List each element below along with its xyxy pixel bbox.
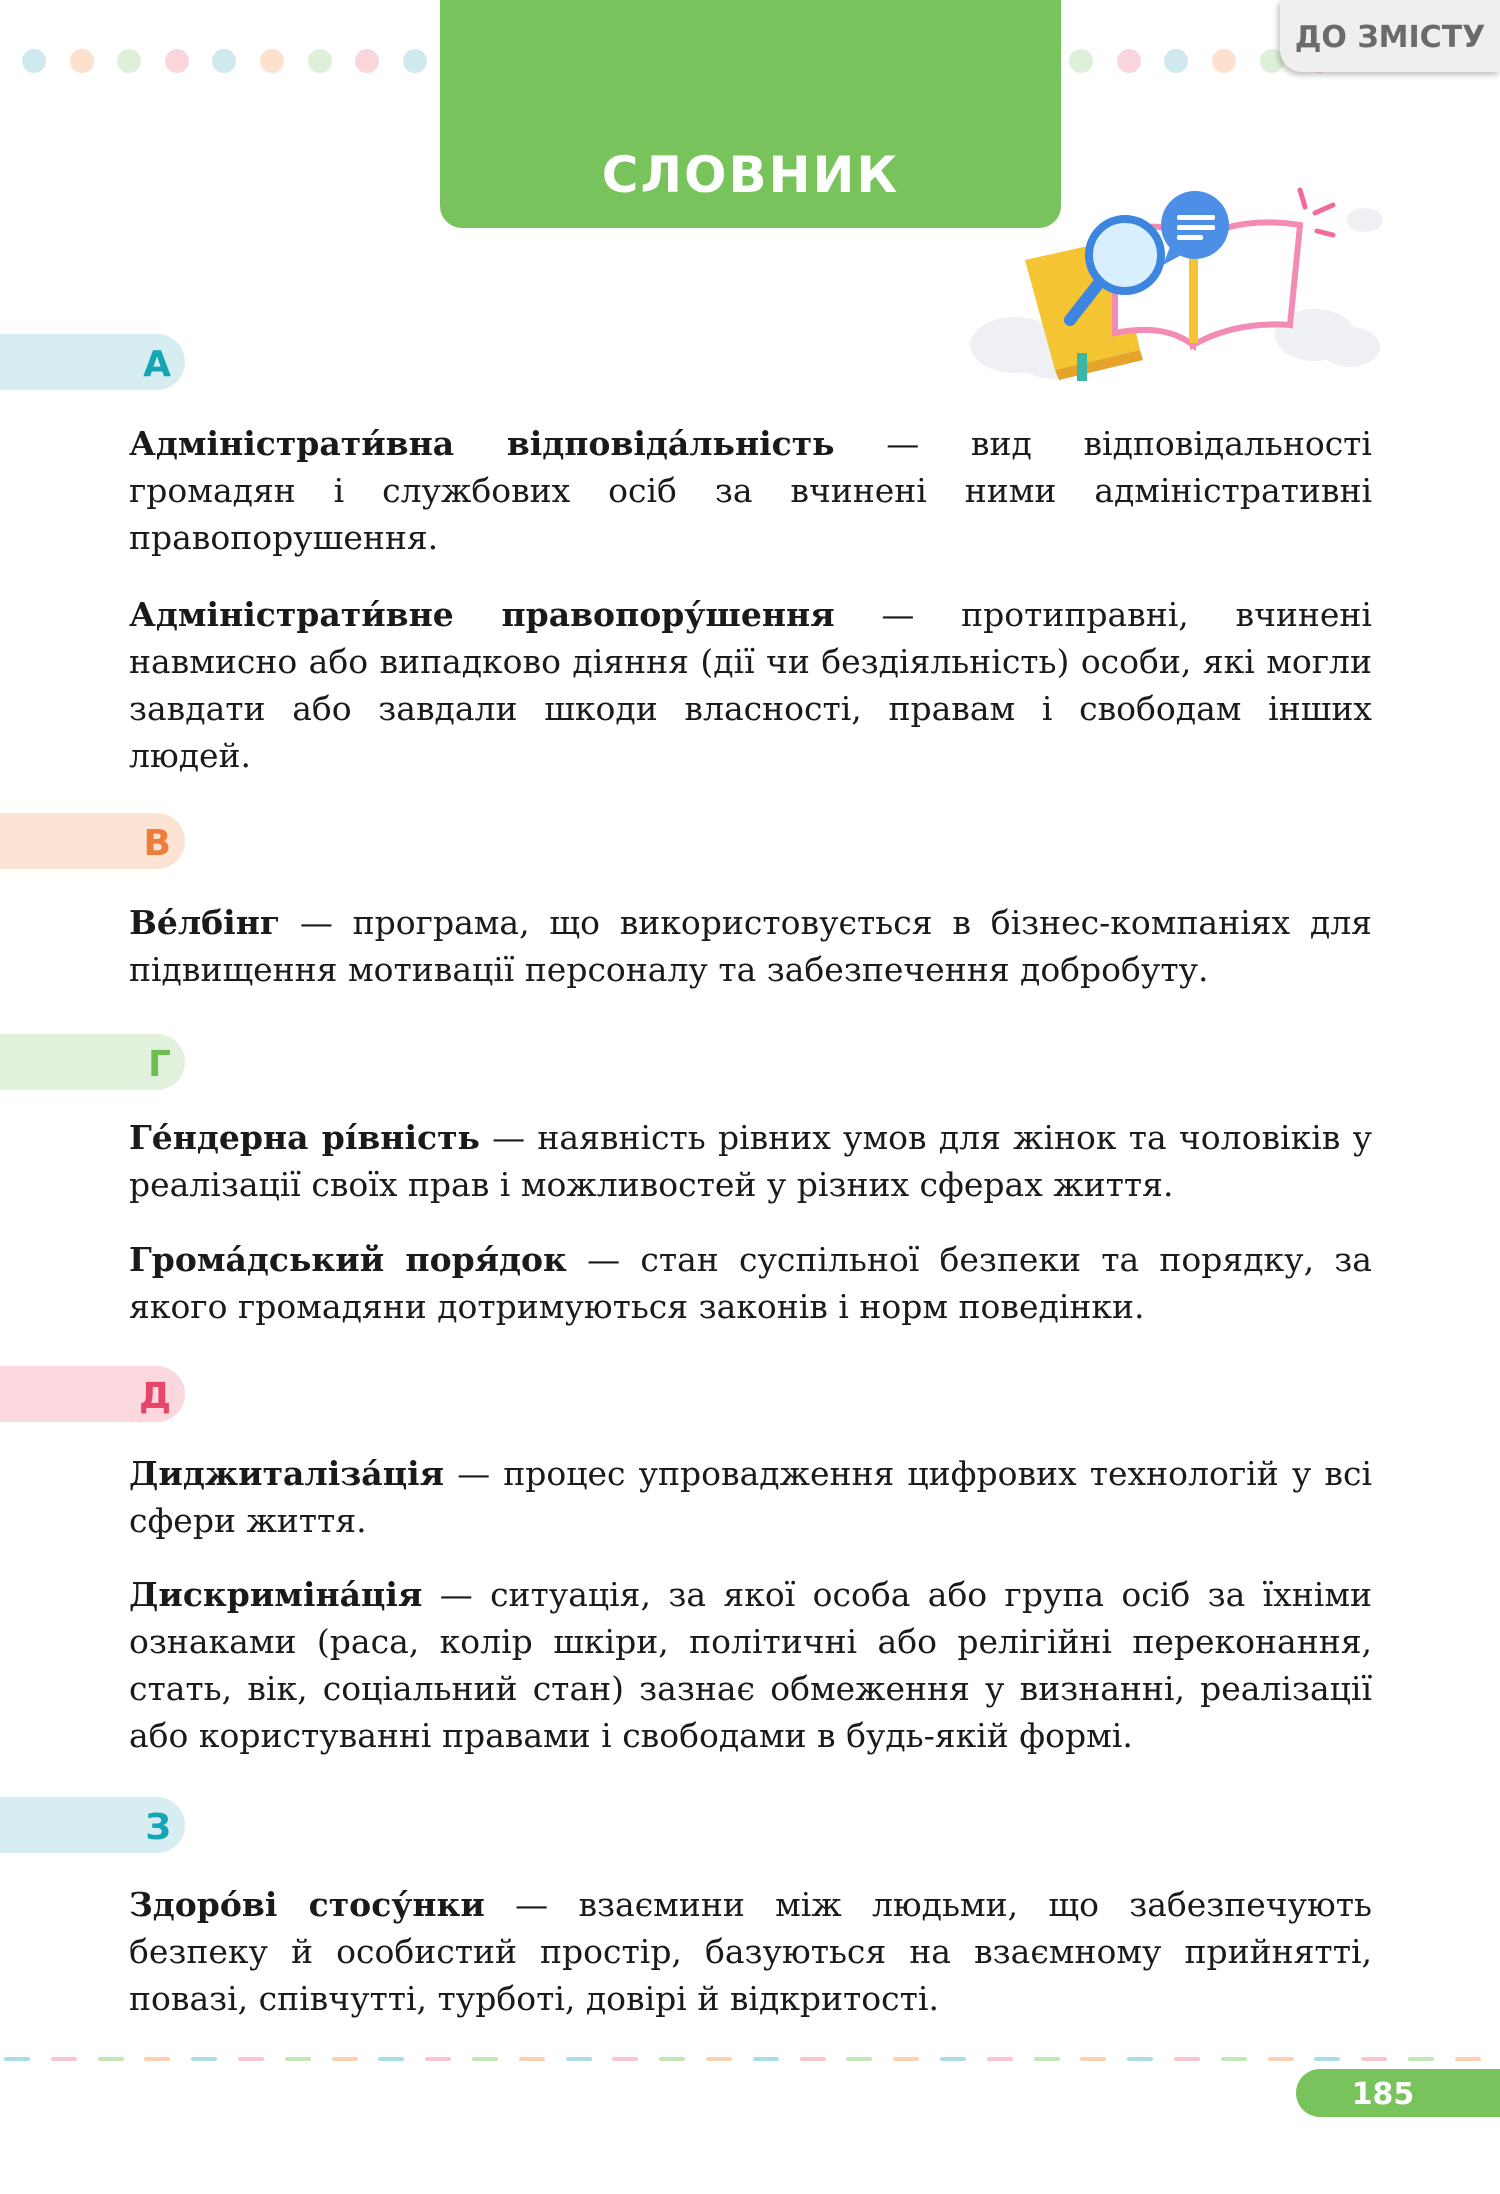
- decorative-dot: [308, 49, 332, 73]
- decorative-dash: [1455, 2057, 1481, 2061]
- decorative-dot: [165, 49, 189, 73]
- decorative-dash: [1408, 2057, 1434, 2061]
- decorative-dash: [144, 2057, 170, 2061]
- letter-header-z: [0, 1797, 185, 1853]
- entry-term: Диджиталіза́ція: [129, 1454, 444, 1493]
- glossary-entry: [129, 1881, 1372, 2022]
- decorative-dash: [659, 2057, 685, 2061]
- decorative-dash: [1174, 2057, 1200, 2061]
- decorative-dot: [1069, 49, 1093, 73]
- page-number: 185: [1351, 2077, 1415, 2112]
- decorative-dash: [425, 2057, 451, 2061]
- entry-term: Грома́дський поря́док: [129, 1240, 567, 1279]
- letter-header-v: [0, 813, 185, 869]
- decorative-dash: [846, 2057, 872, 2061]
- glossary-entry: [129, 420, 1372, 561]
- entry-definition: — програма, що використовується в бізнес-компаніях для підвищення мотивації персоналу та забезпечення добробуту.: [129, 903, 1372, 989]
- decorative-dash: [98, 2057, 124, 2061]
- decorative-dash: [472, 2057, 498, 2061]
- letter-v: В: [143, 823, 171, 864]
- entry-term: Адміністрати́вна відповіда́льність: [129, 424, 835, 463]
- entry-term: Ге́ндерна рі́вність: [129, 1118, 480, 1157]
- letter-header-d: [0, 1366, 185, 1422]
- decorative-dot: [22, 49, 46, 73]
- entry-definition: — взаємини між людьми, що забезпечують безпеку й особистий простір, базуються на взаємному прийнятті, повазі, співчутті, турботі, довірі й відкритості.: [129, 1885, 1372, 2018]
- glossary-entry: [129, 591, 1372, 779]
- letter-h: Г: [148, 1044, 171, 1085]
- decorative-dash: [612, 2057, 638, 2061]
- decorative-dot: [70, 49, 94, 73]
- decorative-dash: [285, 2057, 311, 2061]
- decorative-dash: [332, 2057, 358, 2061]
- decorative-dash: [238, 2057, 264, 2061]
- entry-term: Ве́лбінг: [129, 903, 281, 942]
- decorative-dashes-row: [0, 2057, 1500, 2061]
- page-title: СЛОВНИК: [601, 146, 900, 204]
- page-number-tab: [1296, 2069, 1500, 2117]
- entry-definition: — наявність рівних умов для жінок та чоловіків у реалізації своїх прав і можливостей у різних сферах життя.: [129, 1118, 1372, 1204]
- decorative-dash: [1268, 2057, 1294, 2061]
- decorative-dash: [51, 2057, 77, 2061]
- letter-z: З: [145, 1807, 171, 1848]
- glossary-entry: [129, 899, 1372, 993]
- decorative-dash: [1361, 2057, 1387, 2061]
- decorative-dash: [753, 2057, 779, 2061]
- decorative-dash: [191, 2057, 217, 2061]
- entry-term: Здоро́ві стосу́нки: [129, 1885, 485, 1924]
- decorative-dash: [566, 2057, 592, 2061]
- decorative-dot: [260, 49, 284, 73]
- decorative-dot: [212, 49, 236, 73]
- book-magnifier-chat-icon: [965, 185, 1405, 385]
- toc-link-label: ДО ЗМІСТУ: [1294, 20, 1486, 55]
- decorative-dash: [706, 2057, 732, 2061]
- toc-link-button[interactable]: [1280, 0, 1500, 72]
- decorative-dot: [1117, 49, 1141, 73]
- letter-header-h: [0, 1034, 185, 1090]
- decorative-dash: [1314, 2057, 1340, 2061]
- decorative-dash: [4, 2057, 30, 2061]
- entry-definition: — процес упровадження цифрових технологій у всі сфери життя.: [129, 1454, 1372, 1540]
- decorative-dash: [1127, 2057, 1153, 2061]
- decorative-dot: [1164, 49, 1188, 73]
- entry-term: Дискриміна́ція: [129, 1575, 423, 1614]
- entry-definition: — вид відповідальності громадян і службових осіб за вчинені ними адміністративні правопорушення.: [129, 424, 1372, 557]
- decorative-dash: [1080, 2057, 1106, 2061]
- decorative-dot: [117, 49, 141, 73]
- decorative-dot: [1212, 49, 1236, 73]
- entry-definition: — протиправні, вчинені навмисно або випадково діяння (дії чи бездіяльність) особи, які могли завдати або завдали шкоди власності, правам і свободам інших людей.: [129, 595, 1372, 775]
- decorative-dot: [403, 49, 427, 73]
- entry-definition: — стан суспільної безпеки та порядку, за якого громадяни дотримуються законів і норм поведінки.: [129, 1240, 1372, 1326]
- entry-term: Адміністрати́вне правопору́шення: [129, 595, 835, 634]
- letter-d: Д: [138, 1376, 171, 1417]
- decorative-dash: [1221, 2057, 1247, 2061]
- decorative-dash: [893, 2057, 919, 2061]
- letter-header-a: [0, 334, 185, 390]
- decorative-dash: [1034, 2057, 1060, 2061]
- glossary-entry: [129, 1571, 1372, 1759]
- decorative-dash: [940, 2057, 966, 2061]
- glossary-entry: [129, 1236, 1372, 1330]
- decorative-dot: [355, 49, 379, 73]
- glossary-entry: [129, 1450, 1372, 1544]
- decorative-dash: [519, 2057, 545, 2061]
- decorative-dash: [800, 2057, 826, 2061]
- decorative-dash: [378, 2057, 404, 2061]
- entry-definition: — ситуація, за якої особа або група осіб за їхніми ознаками (раса, колір шкіри, політичні або релігійні переконання, стать, вік, соціальний стан) зазнає обмеження у визнанні, реалізації або користуванні правами і свободами в будь-якій формі.: [129, 1575, 1372, 1755]
- decorative-dash: [987, 2057, 1013, 2061]
- glossary-entry: [129, 1114, 1372, 1208]
- letter-a: А: [143, 344, 171, 385]
